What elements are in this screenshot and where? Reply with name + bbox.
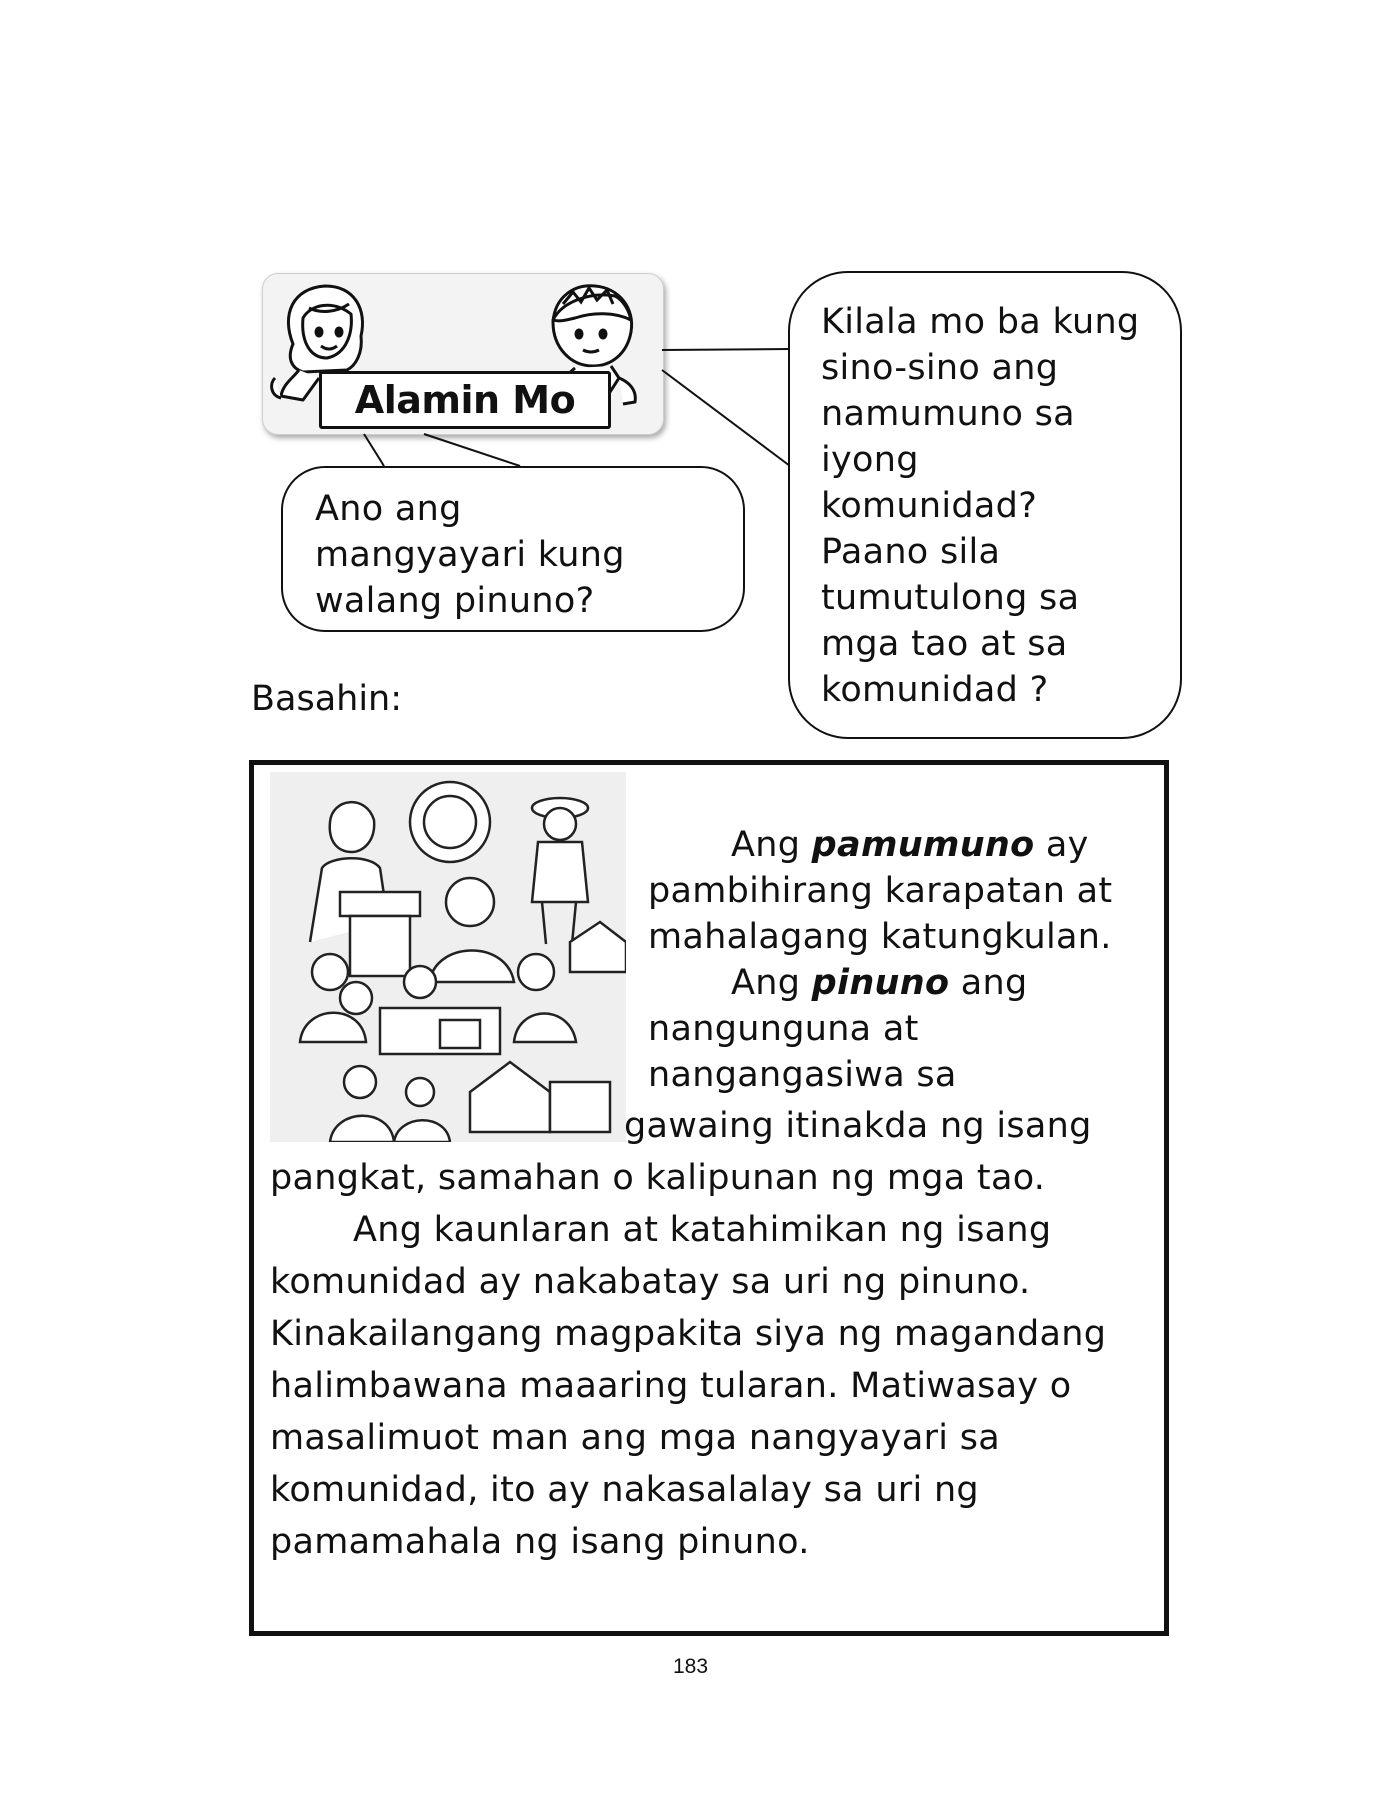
reading-p2-line2: nangunguna at <box>648 1009 919 1049</box>
term-pinuno: pinuno <box>811 963 950 1003</box>
bubble-right-line: komunidad ? <box>821 670 1049 710</box>
reading-p3-line6: komunidad, ito ay nakasalalay sa uri ng <box>270 1470 979 1510</box>
bubble-right-line: mga tao at sa <box>821 624 1068 664</box>
reading-p1-line1 <box>731 822 1089 868</box>
bubble-left-line: mangyayari kung <box>315 535 625 575</box>
reading-p3-line2: komunidad ay nakabatay sa uri ng pinuno. <box>270 1262 1031 1302</box>
bubble-right-line: sino-sino ang <box>821 348 1059 388</box>
reading-p1-line2: pambihirang karapatan at <box>648 871 1113 911</box>
reading-p3-line3: Kinakailangang magpakita siya ng magandang <box>270 1314 1107 1354</box>
instruction-label: Basahin: <box>251 679 403 719</box>
bubble-left-line: walang pinuno? <box>315 581 595 621</box>
p2-suffix: ang <box>949 963 1028 1003</box>
p1-suffix: ay <box>1034 825 1089 865</box>
reading-p2-line3: nangangasiwa sa <box>648 1055 957 1095</box>
question-bubble-right <box>788 271 1182 739</box>
bubble-left-line: Ano ang <box>315 489 462 529</box>
reading-p2-line4: gawaing itinakda ng isang <box>624 1106 1092 1146</box>
reading-p1-line3: mahalagang katungkulan. <box>648 917 1112 957</box>
reading-p3-line7: pamamahala ng isang pinuno. <box>270 1522 810 1562</box>
bubble-right-line: komunidad? <box>821 486 1038 526</box>
term-pamumuno: pamumuno <box>811 825 1035 865</box>
page-number: 183 <box>672 1655 709 1678</box>
community-leaders-illustration <box>270 772 626 1142</box>
reading-p2-line5: pangkat, samahan o kalipunan ng mga tao. <box>270 1158 1046 1198</box>
bubble-right-line: iyong <box>821 440 919 480</box>
p1-prefix: Ang <box>731 825 812 865</box>
bubble-right-line: Kilala mo ba kung <box>821 302 1140 342</box>
bubble-right-line: Paano sila <box>821 532 1001 572</box>
badge-title: Alamin Mo <box>319 371 611 429</box>
reading-p3-line1: Ang kaunlaran at katahimikan ng isang <box>353 1210 1052 1250</box>
reading-p3-line4: halimbawana maaaring tularan. Matiwasay o <box>270 1366 1072 1406</box>
question-bubble-left <box>281 466 745 632</box>
reading-p3-line5: masalimuot man ang mga nangyayari sa <box>270 1418 1000 1458</box>
bubble-right-line: namumuno sa <box>821 394 1075 434</box>
reading-p2-line1 <box>731 960 1028 1006</box>
p2-prefix: Ang <box>731 963 812 1003</box>
bubble-right-line: tumutulong sa <box>821 578 1080 618</box>
